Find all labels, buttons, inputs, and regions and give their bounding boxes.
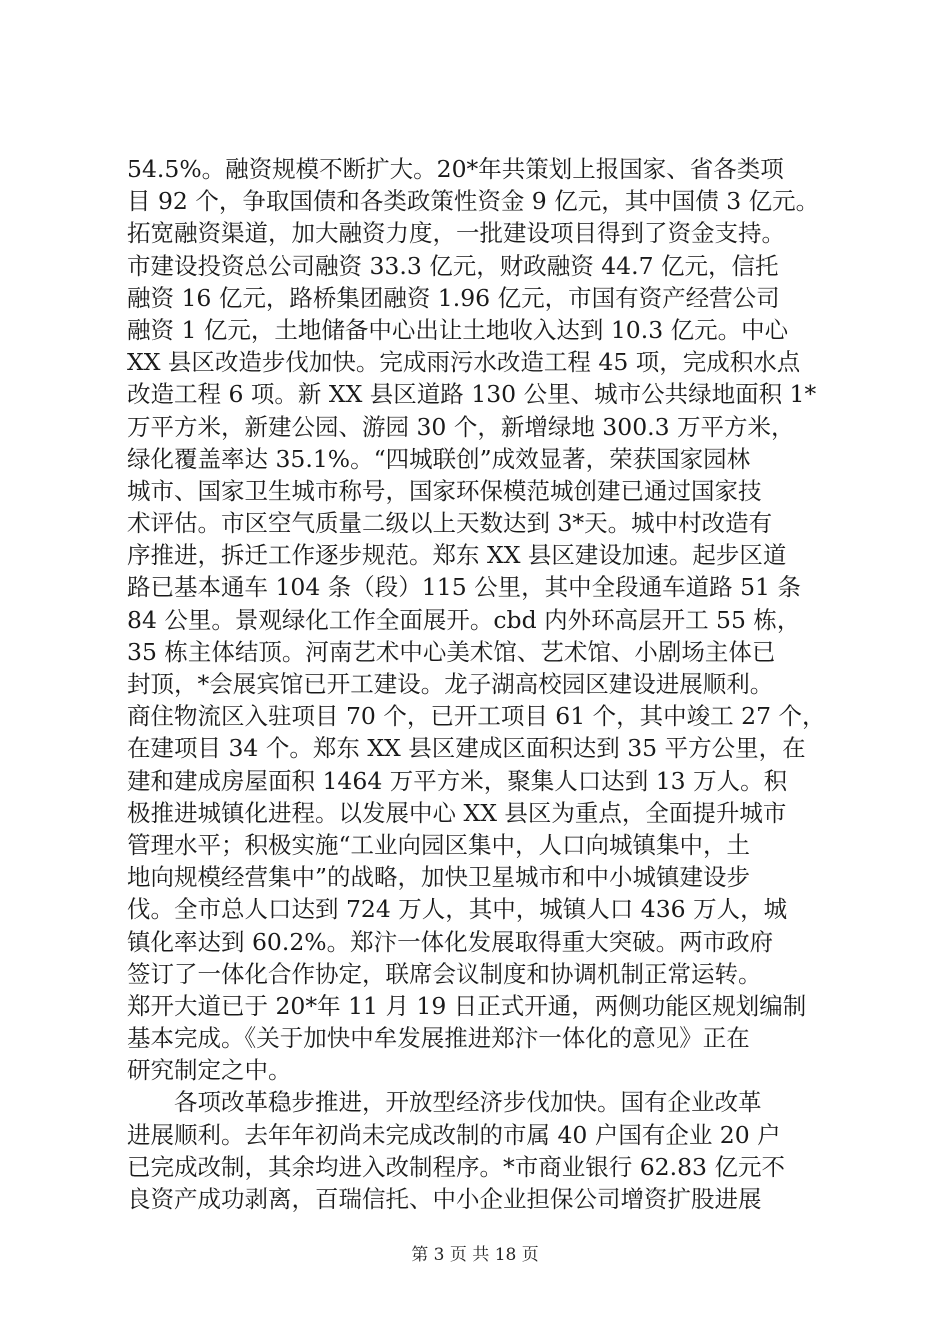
text-line: 良资产成功剥离，百瑞信托、中小企业担保公司增资扩股进展: [127, 1185, 762, 1213]
text-line: 35 栋主体结顶。河南艺术中心美术馆、艺术馆、小剧场主体已: [127, 637, 776, 666]
body-text: [127, 153, 832, 1215]
text-line: 已完成改制，其余均进入改制程序。*市商业银行 62.83 亿元不: [127, 1152, 785, 1181]
text-line: 各项改革稳步推进，开放型经济步伐加快。国有企业改革: [127, 1088, 762, 1117]
text-line: 城市、国家卫生城市称号，国家环保模范城创建已通过国家技: [127, 476, 762, 505]
text-line: 郑开大道已于 20*年 11 月 19 日正式开通，两侧功能区规划编制: [127, 991, 807, 1020]
text-line: 镇化率达到 60.2%。郑汴一体化发展取得重大突破。两市政府: [127, 927, 774, 956]
text-line: 建和建成房屋面积 1464 万平方米，聚集人口达到 13 万人。积: [127, 766, 788, 795]
text-line: 万平方米，新建公园、游园 30 个，新增绿地 300.3 万平方米，: [127, 412, 795, 441]
text-line: 伐。全市总人口达到 724 万人，其中，城镇人口 436 万人，城: [127, 895, 788, 924]
text-line: 拓宽融资渠道，加大融资力度，一批建设项目得到了资金支持。: [127, 219, 785, 248]
text-line: 进展顺利。去年年初尚未完成改制的市属 40 户国有企业 20 户: [127, 1120, 781, 1149]
text-line: 商住物流区入驻项目 70 个，已开工项目 61 个，其中竣工 27 个，: [127, 702, 826, 731]
text-line: 绿化覆盖率达 35.1%。“四城联创”成效显著，荣获国家园林: [127, 444, 751, 473]
text-line: 极推进城镇化进程。以发展中心 XX 县区为重点，全面提升城市: [127, 798, 787, 827]
text-line: 签订了一体化合作协定，联席会议制度和协调机制正常运转。: [127, 959, 762, 988]
text-line: 术评估。市区空气质量二级以上天数达到 3*天。城中村改造有: [127, 509, 773, 538]
text-line: XX 县区改造步伐加快。完成雨污水改造工程 45 项，完成积水点: [127, 348, 801, 377]
text-line: 54.5%。融资规模不断扩大。20*年共策划上报国家、省各类项: [127, 155, 784, 183]
text-line: 改造工程 6 项。新 XX 县区道路 130 公里、城市公共绿地面积 1*: [127, 380, 817, 409]
text-line: 研究制定之中。: [127, 1056, 292, 1085]
text-line: 目 92 个，争取国债和各类政策性资金 9 亿元，其中国债 3 亿元。: [127, 187, 820, 216]
text-line: 基本完成。《关于加快中牟发展推进郑汴一体化的意见》正在: [127, 1024, 750, 1053]
page-number-footer: 第 3 页 共 18 页: [411, 1245, 539, 1265]
text-line: 融资 1 亿元，土地储备中心出让土地收入达到 10.3 亿元。中心: [127, 315, 789, 344]
text-line: 管理水平；积极实施“工业向园区集中，人口向城镇集中，土: [127, 830, 751, 859]
text-line: 84 公里。景观绿化工作全面展开。cbd 内外环高层开工 55 栋，: [127, 605, 801, 634]
text-line: 市建设投资总公司融资 33.3 亿元，财政融资 44.7 亿元，信托: [127, 251, 779, 280]
text-line: 封顶，*会展宾馆已开工建设。龙子湖高校园区建设进展顺利。: [127, 670, 774, 698]
text-line: 序推进，拆迁工作逐步规范。郑东 XX 县区建设加速。起步区道: [127, 541, 787, 570]
text-line: 地向规模经营集中”的战略，加快卫星城市和中小城镇建设步: [127, 863, 751, 892]
text-line: 在建项目 34 个。郑东 XX 县区建成区面积达到 35 平方公里，在: [127, 734, 806, 763]
text-line: 融资 16 亿元，路桥集团融资 1.96 亿元，市国有资产经营公司: [127, 283, 780, 312]
text-line: 路已基本通车 104 条（段）115 公里，其中全段通车道路 51 条: [127, 573, 801, 602]
